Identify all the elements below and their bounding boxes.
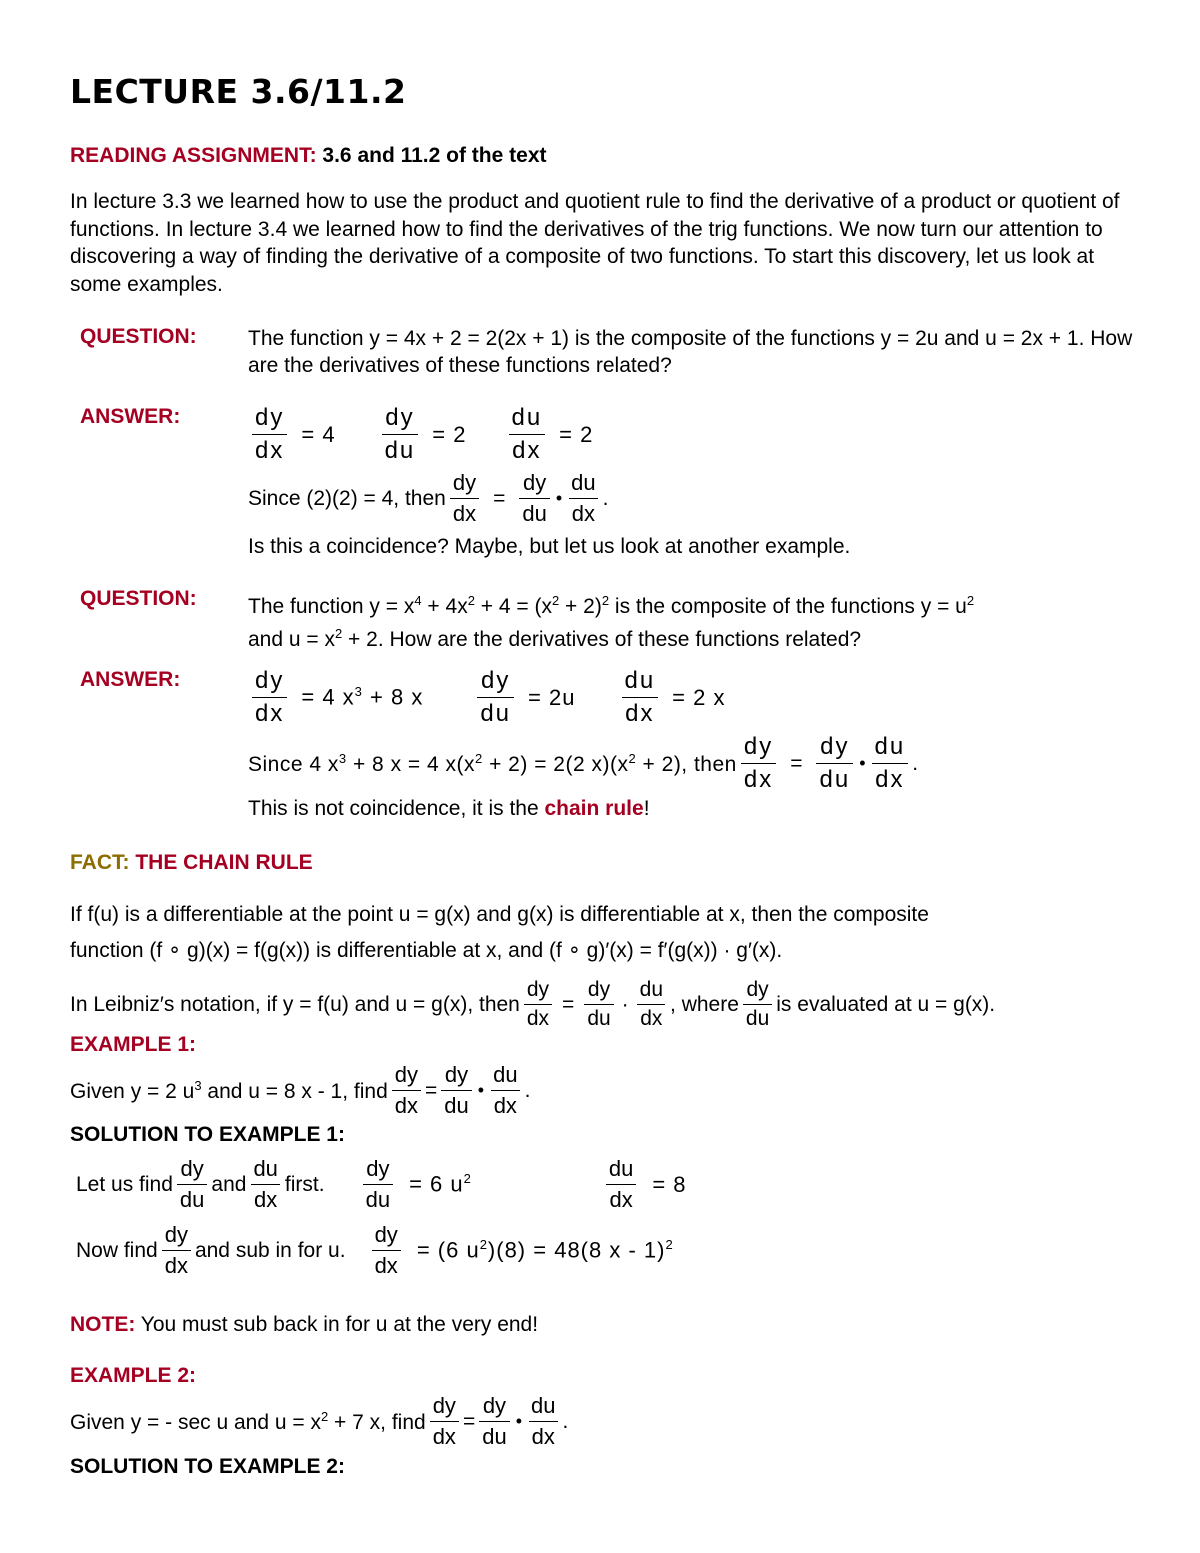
dy-dx-fraction: $\frac{dy}{dx}$	[162, 1222, 191, 1279]
leibniz-line	[70, 978, 1150, 1031]
cdot: ·	[621, 992, 629, 1016]
dy-du-fraction: $\frac{dy}{du}$	[584, 978, 613, 1031]
example-2-given	[70, 1393, 568, 1450]
answer-1-value-1: = 4	[301, 421, 336, 447]
example-1-given-text: Given y = 2 $u^3$ and u = 8 x - 1, find	[70, 1077, 388, 1103]
example-1-solution-line-2	[76, 1222, 674, 1279]
answer-2-closing: This is not coincidence, it is the chain rule!	[248, 797, 650, 820]
period: .	[602, 486, 609, 510]
equals-sign: =	[462, 1409, 476, 1433]
fact-heading	[70, 849, 1140, 877]
page-title: LECTURE 3.6/11.2	[70, 72, 407, 111]
question-1-label: QUESTION:	[80, 325, 197, 348]
du-dx-fraction: $\frac{du}{dx}$	[250, 1156, 280, 1213]
example-1-given	[70, 1062, 530, 1119]
let-us-find-text: Let us find	[76, 1172, 173, 1196]
now-find-text: Now find	[76, 1238, 158, 1262]
leibniz-evaluated: is evaluated at u = g(x).	[776, 992, 996, 1016]
product-bullet: •	[477, 1080, 485, 1100]
dy-du-fraction: $\frac{dy}{du}$	[363, 1156, 393, 1213]
du-dx-result: = 8	[652, 1171, 687, 1197]
chain-rule-highlight: chain rule	[544, 797, 644, 820]
question-2-text: The function $y = x^4 + 4x^2 + 4 = (x^2 + 2)^2$ is the composite of the functions $y = u^2$ and $u = x^2 + 2$. How are the derivatives of these functions related?	[248, 593, 975, 651]
dy-du-fraction: $\frac{dy}{du}$	[477, 667, 514, 728]
dy-dx-fraction: $\frac{dy}{dx}$	[450, 470, 479, 527]
dy-du-fraction: $\frac{dy}{du}$	[177, 1156, 207, 1213]
dy-dx-fraction: $\frac{dy}{dx}$	[252, 404, 287, 465]
answer-1-derivatives	[248, 404, 593, 465]
answer-1-closing: Is this a coincidence? Maybe, but let us look at another example.	[248, 535, 851, 558]
dy-dx-fraction: $\frac{dy}{dx}$	[372, 1222, 401, 1279]
and-text: and	[211, 1172, 247, 1196]
dy-dx-fraction: $\frac{dy}{dx}$	[392, 1062, 421, 1119]
dy-du-fraction: $\frac{dy}{du}$	[382, 404, 419, 465]
du-dx-fraction: $\frac{du}{dx}$	[637, 978, 666, 1031]
dy-dx-fraction: $\frac{dy}{dx}$	[741, 733, 776, 794]
dy-dx-fraction: $\frac{dy}{dx}$	[430, 1393, 459, 1450]
reading-text: 3.6 and 11.2 of the text	[316, 144, 547, 167]
fact-line-2: function (f ∘ g)(x) = f(g(x)) is differentiable at x, and (f ∘ g)′(x) = f′(g(x)) · g′(x).	[70, 939, 783, 962]
answer-1-since-line	[248, 470, 609, 527]
du-dx-fraction: $\frac{du}{dx}$	[606, 1156, 636, 1213]
dy-du-fraction: $\frac{dy}{du}$	[441, 1062, 471, 1119]
fact-title: THE CHAIN RULE	[129, 851, 313, 874]
du-dx-fraction: $\frac{du}{dx}$	[568, 470, 598, 527]
equals-sign: =	[562, 992, 575, 1016]
example-1-solution-label: SOLUTION TO EXAMPLE 1:	[70, 1123, 345, 1146]
du-dx-fraction: $\frac{du}{dx}$	[490, 1062, 520, 1119]
equals-sign: =	[493, 486, 506, 510]
example-2-solution-label: SOLUTION TO EXAMPLE 2:	[70, 1455, 345, 1478]
sub-in-text: and sub in for u.	[194, 1238, 346, 1262]
question-1-text: The function y = 4x + 2 = 2(2x + 1) is the composite of the functions y = 2u and u = 2x + 1. How are the derivatives of these functions related?	[248, 327, 1133, 377]
dy-du-fraction: $\frac{dy}{du}$	[519, 470, 549, 527]
period: .	[562, 1409, 569, 1433]
product-bullet: •	[515, 1411, 522, 1431]
fact-label: FACT:	[70, 851, 130, 874]
note-label: NOTE:	[70, 1313, 136, 1336]
du-dx-fraction: $\frac{du}{dx}$	[872, 733, 909, 794]
answer-2-since-text: Since 4 $x^3 + 8$ x = 4 $x(x^2 + 2) = 2(2$ $x)(x^2 + 2)$, then	[248, 750, 737, 776]
answer-2-label: ANSWER:	[80, 668, 181, 691]
dy-du-result: = 6 $u^2$	[409, 1171, 472, 1197]
answer-2-since-line	[248, 733, 918, 794]
period: .	[912, 751, 919, 775]
product-bullet: •	[859, 753, 866, 773]
example-1-solution-line-1	[76, 1156, 687, 1213]
product-bullet: •	[555, 488, 563, 508]
equals-sign: =	[425, 1078, 438, 1102]
answer-1-value-3: = 2	[559, 421, 594, 447]
period: .	[524, 1078, 531, 1102]
answer-2-value-3: = 2 x	[672, 684, 726, 710]
du-dx-fraction: $\frac{du}{dx}$	[528, 1393, 558, 1450]
first-text: first.	[284, 1172, 325, 1196]
answer-1-value-2: = 2	[432, 421, 467, 447]
dy-dx-result: = (6 $u^2)(8) = 48(8$ x - 1)$^2$	[416, 1237, 674, 1263]
fact-line-1: If f(u) is a differentiable at the point u = g(x) and g(x) is differentiable at x, then the composite	[70, 903, 929, 926]
question-2-label: QUESTION:	[80, 587, 197, 610]
answer-1-since-text: Since (2)(2) = 4, then	[248, 486, 446, 510]
leibniz-text: In Leibniz′s notation, if y = f(u) and u = g(x), then	[70, 992, 520, 1016]
example-2-given-text: Given y = - sec u and $u = x^2 + 7$ x, find	[70, 1408, 426, 1434]
example-2-label: EXAMPLE 2:	[70, 1364, 197, 1387]
equals-sign: =	[790, 751, 803, 775]
dy-dx-fraction: $\frac{dy}{dx}$	[524, 978, 552, 1031]
du-dx-fraction: $\frac{du}{dx}$	[508, 404, 545, 465]
dy-du-fraction: $\frac{dy}{du}$	[743, 978, 772, 1031]
leibniz-where: , where	[670, 992, 739, 1016]
dy-du-fraction: $\frac{dy}{du}$	[479, 1393, 509, 1450]
note-text: You must sub back in for u at the very end!	[135, 1313, 539, 1336]
reading-assignment	[70, 142, 1140, 170]
note-line	[70, 1311, 1140, 1339]
example-1-label: EXAMPLE 1:	[70, 1033, 197, 1056]
answer-1-label: ANSWER:	[80, 405, 181, 428]
intro-paragraph: In lecture 3.3 we learned how to use the product and quotient rule to find the derivative of a product or quotient of functions. In lecture 3.4 we learned how to find the derivatives of the trig functions. We now turn our attention to discovering a way of finding the derivative of a composite of two functions. To start this discovery, let us look at some examples.	[70, 190, 1120, 296]
reading-label: READING ASSIGNMENT:	[70, 144, 317, 167]
answer-2-derivatives	[248, 667, 725, 728]
du-dx-fraction: $\frac{du}{dx}$	[621, 667, 658, 728]
dy-dx-fraction: $\frac{dy}{dx}$	[252, 667, 287, 728]
answer-2-value-2: = 2u	[528, 684, 576, 710]
dy-du-fraction: $\frac{dy}{du}$	[816, 733, 853, 794]
answer-2-value-1: = 4 $x^3 + 8$ x	[301, 684, 424, 710]
